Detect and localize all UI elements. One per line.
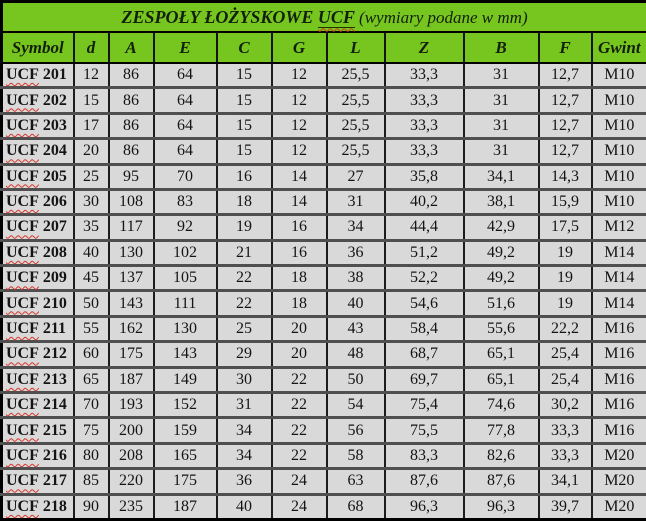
symbol-prefix: UCF	[6, 446, 39, 464]
value-cell: M10	[592, 63, 646, 88]
value-cell: 65,1	[464, 342, 539, 367]
value-cell: 60	[74, 342, 109, 367]
value-cell: 22	[272, 443, 327, 468]
value-cell: 22,2	[539, 316, 592, 341]
value-cell: 31	[464, 113, 539, 138]
value-cell: 20	[74, 139, 109, 164]
value-cell: 68	[327, 494, 385, 519]
value-cell: 50	[327, 367, 385, 392]
symbol-prefix: UCF	[6, 421, 39, 439]
value-cell: M10	[592, 164, 646, 189]
value-cell: 20	[272, 342, 327, 367]
symbol-cell: UCF 217	[2, 469, 74, 494]
value-cell: 31	[327, 189, 385, 214]
value-cell: 35,8	[385, 164, 464, 189]
value-cell: 31	[217, 393, 272, 418]
value-cell: 33,3	[539, 418, 592, 443]
value-cell: 65,1	[464, 367, 539, 392]
value-cell: 38,1	[464, 189, 539, 214]
symbol-cell: UCF 206	[2, 189, 74, 214]
table-row	[2, 266, 646, 291]
value-cell: 15,9	[539, 189, 592, 214]
value-cell: 65	[74, 367, 109, 392]
symbol-prefix: UCF	[6, 472, 39, 490]
value-cell: 80	[74, 443, 109, 468]
column-header-l: L	[327, 32, 385, 63]
value-cell: 70	[154, 164, 217, 189]
value-cell: 48	[327, 342, 385, 367]
value-cell: 137	[109, 266, 154, 291]
value-cell: 208	[109, 443, 154, 468]
value-cell: 12,7	[539, 88, 592, 113]
value-cell: M20	[592, 469, 646, 494]
value-cell: 21	[217, 240, 272, 265]
value-cell: 34	[327, 215, 385, 240]
value-cell: 187	[109, 367, 154, 392]
value-cell: 152	[154, 393, 217, 418]
value-cell: 69,7	[385, 367, 464, 392]
value-cell: 68,7	[385, 342, 464, 367]
value-cell: 12	[74, 63, 109, 88]
value-cell: 159	[154, 418, 217, 443]
value-cell: 24	[272, 469, 327, 494]
value-cell: 25,5	[327, 63, 385, 88]
value-cell: 34,1	[464, 164, 539, 189]
value-cell: M14	[592, 240, 646, 265]
value-cell: 82,6	[464, 443, 539, 468]
value-cell: 22	[272, 418, 327, 443]
value-cell: 12,7	[539, 139, 592, 164]
value-cell: M10	[592, 139, 646, 164]
value-cell: 25,4	[539, 342, 592, 367]
value-cell: 25	[74, 164, 109, 189]
symbol-prefix: UCF	[6, 294, 39, 312]
value-cell: 12,7	[539, 113, 592, 138]
value-cell: M20	[592, 494, 646, 519]
symbol-cell: UCF 203	[2, 113, 74, 138]
value-cell: 55	[74, 316, 109, 341]
value-cell: M20	[592, 443, 646, 468]
value-cell: M10	[592, 113, 646, 138]
column-header-f: F	[539, 32, 592, 63]
value-cell: 18	[217, 189, 272, 214]
value-cell: 193	[109, 393, 154, 418]
value-cell: 56	[327, 418, 385, 443]
column-header-d: d	[74, 32, 109, 63]
value-cell: 15	[217, 63, 272, 88]
value-cell: 22	[272, 393, 327, 418]
symbol-cell: UCF 204	[2, 139, 74, 164]
value-cell: 45	[74, 266, 109, 291]
value-cell: 25	[217, 316, 272, 341]
value-cell: 40	[74, 240, 109, 265]
symbol-cell: UCF 213	[2, 367, 74, 392]
value-cell: 200	[109, 418, 154, 443]
value-cell: 17,5	[539, 215, 592, 240]
symbol-prefix: UCF	[6, 396, 39, 414]
value-cell: 64	[154, 63, 217, 88]
value-cell: 55,6	[464, 316, 539, 341]
value-cell: 50	[74, 291, 109, 316]
value-cell: 75	[74, 418, 109, 443]
value-cell: 49,2	[464, 266, 539, 291]
value-cell: 18	[272, 266, 327, 291]
value-cell: 36	[327, 240, 385, 265]
value-cell: 86	[109, 139, 154, 164]
value-cell: 22	[217, 291, 272, 316]
value-cell: 92	[154, 215, 217, 240]
title-row	[2, 2, 646, 33]
symbol-cell: UCF 212	[2, 342, 74, 367]
value-cell: 34,1	[539, 469, 592, 494]
symbol-cell: UCF 216	[2, 443, 74, 468]
title-main: ZESPOŁY ŁOŻYSKOWE	[121, 6, 314, 27]
value-cell: 87,6	[385, 469, 464, 494]
value-cell: 77,8	[464, 418, 539, 443]
value-cell: 162	[109, 316, 154, 341]
value-cell: 130	[109, 240, 154, 265]
table-row	[2, 291, 646, 316]
value-cell: 34	[217, 443, 272, 468]
value-cell: 51,6	[464, 291, 539, 316]
table-row	[2, 316, 646, 341]
table-row	[2, 164, 646, 189]
value-cell: 220	[109, 469, 154, 494]
column-header-g: G	[272, 32, 327, 63]
value-cell: M10	[592, 189, 646, 214]
value-cell: 130	[154, 316, 217, 341]
value-cell: M16	[592, 367, 646, 392]
title-ucf-highlight: UCF	[317, 6, 355, 27]
value-cell: 33,3	[385, 88, 464, 113]
value-cell: 19	[217, 215, 272, 240]
value-cell: 30	[217, 367, 272, 392]
value-cell: 175	[154, 469, 217, 494]
value-cell: 25,5	[327, 113, 385, 138]
value-cell: M16	[592, 418, 646, 443]
table-row	[2, 113, 646, 138]
value-cell: 12	[272, 139, 327, 164]
value-cell: 86	[109, 63, 154, 88]
table-row	[2, 63, 646, 88]
symbol-cell: UCF 214	[2, 393, 74, 418]
value-cell: 42,9	[464, 215, 539, 240]
value-cell: 16	[272, 240, 327, 265]
value-cell: 15	[217, 113, 272, 138]
value-cell: 187	[154, 494, 217, 519]
symbol-cell: UCF 202	[2, 88, 74, 113]
value-cell: 149	[154, 367, 217, 392]
value-cell: 14	[272, 164, 327, 189]
symbol-prefix: UCF	[6, 320, 39, 338]
value-cell: 90	[74, 494, 109, 519]
value-cell: 86	[109, 88, 154, 113]
table-row	[2, 367, 646, 392]
value-cell: 58,4	[385, 316, 464, 341]
value-cell: 96,3	[464, 494, 539, 519]
value-cell: 235	[109, 494, 154, 519]
symbol-cell: UCF 211	[2, 316, 74, 341]
value-cell: 143	[154, 342, 217, 367]
value-cell: 87,6	[464, 469, 539, 494]
symbol-cell: UCF 201	[2, 63, 74, 88]
symbol-prefix: UCF	[6, 142, 39, 160]
value-cell: 12	[272, 113, 327, 138]
column-header-b: B	[464, 32, 539, 63]
value-cell: 33,3	[539, 443, 592, 468]
table-row	[2, 88, 646, 113]
value-cell: 17	[74, 113, 109, 138]
table-row	[2, 393, 646, 418]
value-cell: M14	[592, 266, 646, 291]
value-cell: 75,5	[385, 418, 464, 443]
value-cell: 74,6	[464, 393, 539, 418]
symbol-prefix: UCF	[6, 345, 39, 363]
symbol-cell: UCF 209	[2, 266, 74, 291]
value-cell: 30	[74, 189, 109, 214]
symbol-cell: UCF 208	[2, 240, 74, 265]
value-cell: 12	[272, 88, 327, 113]
value-cell: 117	[109, 215, 154, 240]
value-cell: 51,2	[385, 240, 464, 265]
value-cell: 14	[272, 189, 327, 214]
column-header-e: E	[154, 32, 217, 63]
symbol-prefix: UCF	[6, 91, 39, 109]
column-header-a: A	[109, 32, 154, 63]
value-cell: 31	[464, 139, 539, 164]
table-row	[2, 494, 646, 519]
value-cell: 25,5	[327, 139, 385, 164]
value-cell: 108	[109, 189, 154, 214]
value-cell: 165	[154, 443, 217, 468]
value-cell: 85	[74, 469, 109, 494]
value-cell: 70	[74, 393, 109, 418]
title-suffix: (wymiary podane w mm)	[359, 7, 528, 27]
value-cell: M14	[592, 291, 646, 316]
page-title	[2, 2, 646, 33]
value-cell: 22	[272, 367, 327, 392]
symbol-prefix: UCF	[6, 243, 39, 261]
value-cell: 19	[539, 291, 592, 316]
value-cell: 111	[154, 291, 217, 316]
column-header-row	[2, 32, 646, 63]
symbol-cell: UCF 210	[2, 291, 74, 316]
value-cell: 105	[154, 266, 217, 291]
value-cell: 40	[217, 494, 272, 519]
value-cell: 54,6	[385, 291, 464, 316]
value-cell: M16	[592, 393, 646, 418]
table-row	[2, 139, 646, 164]
column-header-gwint: Gwint	[592, 32, 646, 63]
symbol-cell: UCF 218	[2, 494, 74, 519]
value-cell: 18	[272, 291, 327, 316]
column-header-c: C	[217, 32, 272, 63]
value-cell: 49,2	[464, 240, 539, 265]
value-cell: 24	[272, 494, 327, 519]
table-row	[2, 469, 646, 494]
value-cell: 22	[217, 266, 272, 291]
value-cell: 14,3	[539, 164, 592, 189]
value-cell: 64	[154, 88, 217, 113]
value-cell: 12,7	[539, 63, 592, 88]
value-cell: M12	[592, 215, 646, 240]
symbol-prefix: UCF	[6, 370, 39, 388]
value-cell: 35	[74, 215, 109, 240]
value-cell: 16	[272, 215, 327, 240]
value-cell: 34	[217, 418, 272, 443]
value-cell: 143	[109, 291, 154, 316]
symbol-prefix: UCF	[6, 193, 39, 211]
value-cell: 39,7	[539, 494, 592, 519]
value-cell: M10	[592, 88, 646, 113]
value-cell: 15	[217, 88, 272, 113]
value-cell: 36	[217, 469, 272, 494]
value-cell: 31	[464, 63, 539, 88]
value-cell: 95	[109, 164, 154, 189]
symbol-prefix: UCF	[6, 66, 39, 84]
table-row	[2, 215, 646, 240]
value-cell: 31	[464, 88, 539, 113]
value-cell: 52,2	[385, 266, 464, 291]
table-row	[2, 342, 646, 367]
value-cell: 175	[109, 342, 154, 367]
symbol-cell: UCF 207	[2, 215, 74, 240]
value-cell: 15	[217, 139, 272, 164]
value-cell: 64	[154, 139, 217, 164]
symbol-prefix: UCF	[6, 116, 39, 134]
table-body	[2, 63, 646, 520]
value-cell: 44,4	[385, 215, 464, 240]
symbol-cell: UCF 205	[2, 164, 74, 189]
table-row	[2, 189, 646, 214]
value-cell: 64	[154, 113, 217, 138]
value-cell: 20	[272, 316, 327, 341]
symbol-prefix: UCF	[6, 269, 39, 287]
value-cell: 16	[217, 164, 272, 189]
symbol-prefix: UCF	[6, 167, 39, 185]
value-cell: 29	[217, 342, 272, 367]
value-cell: 58	[327, 443, 385, 468]
value-cell: 102	[154, 240, 217, 265]
value-cell: 33,3	[385, 139, 464, 164]
value-cell: 40	[327, 291, 385, 316]
table-row	[2, 418, 646, 443]
table-row	[2, 443, 646, 468]
value-cell: 19	[539, 266, 592, 291]
column-header-symbol: Symbol	[2, 32, 74, 63]
value-cell: 15	[74, 88, 109, 113]
value-cell: 25,4	[539, 367, 592, 392]
value-cell: 83	[154, 189, 217, 214]
value-cell: 25,5	[327, 88, 385, 113]
value-cell: 33,3	[385, 63, 464, 88]
value-cell: 38	[327, 266, 385, 291]
value-cell: M16	[592, 342, 646, 367]
value-cell: 86	[109, 113, 154, 138]
value-cell: 12	[272, 63, 327, 88]
value-cell: 63	[327, 469, 385, 494]
column-header-z: Z	[385, 32, 464, 63]
symbol-prefix: UCF	[6, 218, 39, 236]
table-row	[2, 240, 646, 265]
value-cell: 43	[327, 316, 385, 341]
value-cell: 54	[327, 393, 385, 418]
symbol-cell: UCF 215	[2, 418, 74, 443]
value-cell: 33,3	[385, 113, 464, 138]
value-cell: 83,3	[385, 443, 464, 468]
value-cell: 19	[539, 240, 592, 265]
value-cell: 96,3	[385, 494, 464, 519]
value-cell: 40,2	[385, 189, 464, 214]
value-cell: M16	[592, 316, 646, 341]
value-cell: 75,4	[385, 393, 464, 418]
symbol-prefix: UCF	[6, 497, 39, 515]
value-cell: 27	[327, 164, 385, 189]
value-cell: 30,2	[539, 393, 592, 418]
